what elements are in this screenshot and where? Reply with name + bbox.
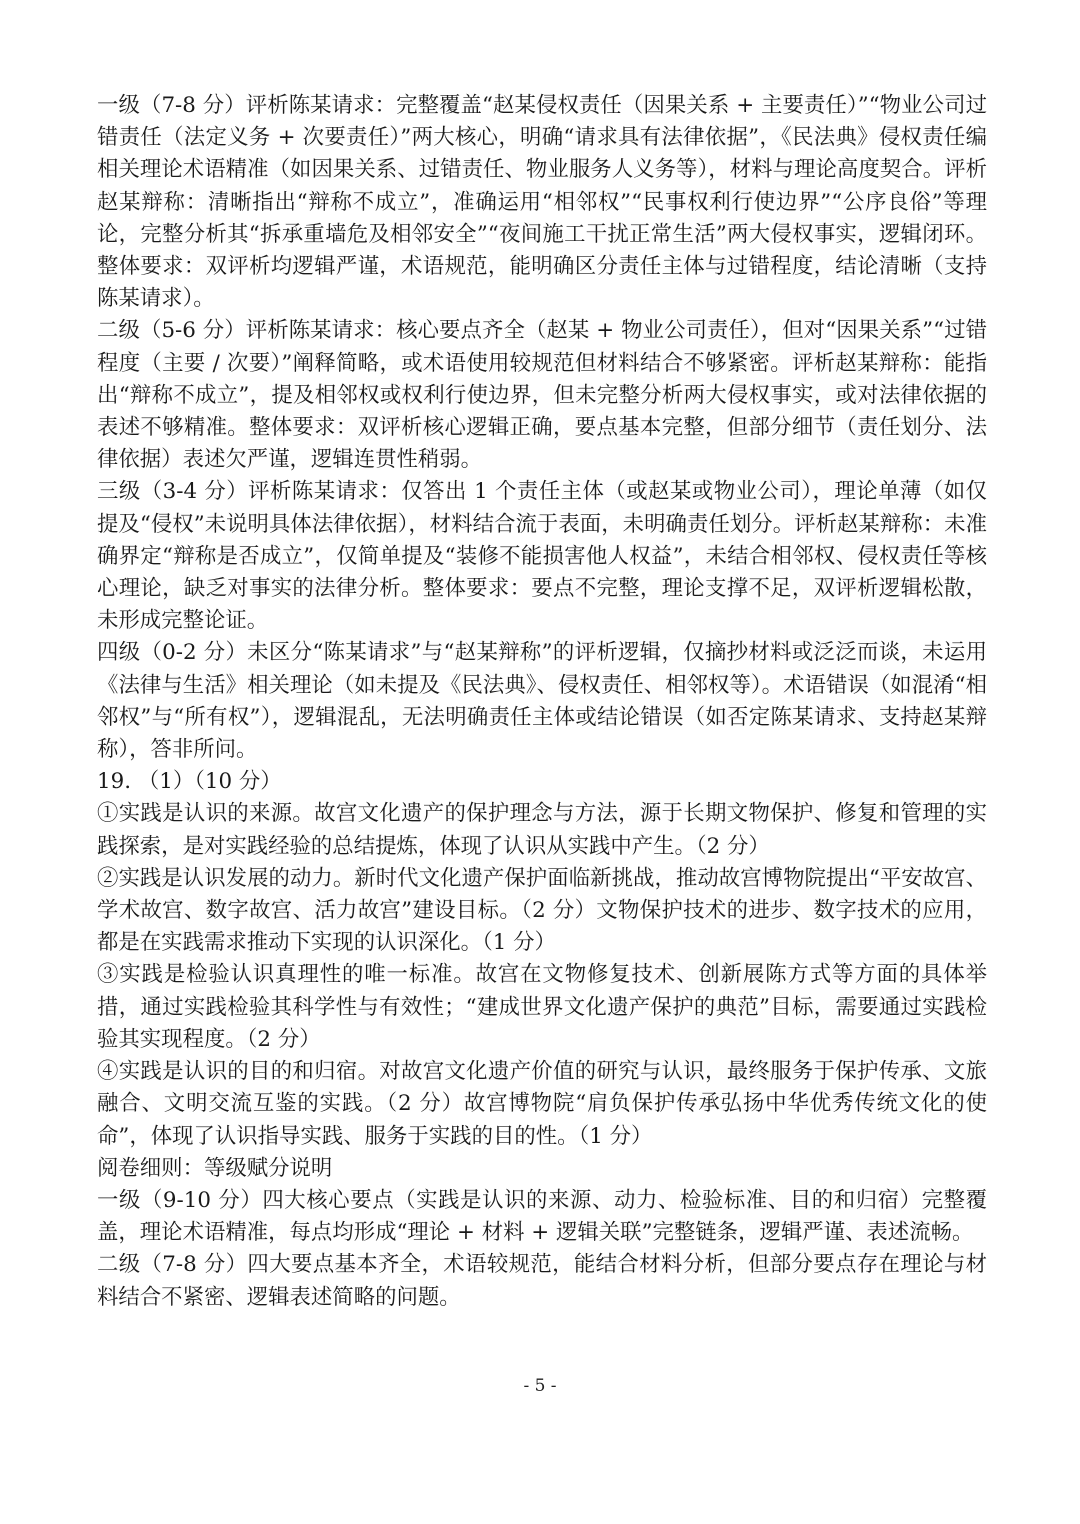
answer-point-4: ④实践是认识的目的和归宿。对故宫文化遗产价值的研究与认识，最终服务于保护传承、文旅融合、文明交流互鉴的实践。（2 分）故宫博物院“肩负保护传承弘扬中华优秀传统文化的使命”，体现了认识指导实践、服务于实践的目的性。（1 分） [97,1059,987,1149]
page-content [97,90,987,1314]
paragraph-level-2-review: 二级（5-6 分）评析陈某请求：核心要点齐全（赵某 + 物业公司责任），但对“因果关系”“过错程度（主要 / 次要）”阐释简略，或术语使用较规范但材料结合不够紧密。评析赵某辩称：能指出“辩称不成立”，提及相邻权或权利行使边界，但未完整分析两大侵权事实，或对法律依据的表述不够精准。整体要求：双评析核心逻辑正确，要点基本完整，但部分细节（责任划分、法律依据）表述欠严谨，逻辑连贯性稍弱。 [97,318,987,473]
paragraph-level-1-review: 一级（7-8 分）评析陈某请求：完整覆盖“赵某侵权责任（因果关系 + 主要责任）”“物业公司过错责任（法定义务 + 次要责任）”两大核心，明确“请求具有法律依据”，《民法典》侵权责任编相关理论术语精准（如因果关系、过错责任、物业服务人义务等），材料与理论高度契合。评析赵某辩称：清晰指出“辩称不成立”，准确运用“相邻权”“民事权利行使边界”“公序良俗”等理论，完整分析其“拆承重墙危及相邻安全”“夜间施工干扰正常生活”两大侵权事实，逻辑闭环。整体要求：双评析均逻辑严谨，术语规范，能明确区分责任主体与过错程度，结论清晰（支持陈某请求）。 [97,93,987,312]
grading-rules-heading: 阅卷细则：等级赋分说明 [97,1155,333,1181]
answer-point-1: ①实践是认识的来源。故宫文化遗产的保护理念与方法，源于长期文物保护、修复和管理的实践探索，是对实践经验的总结提炼，体现了认识从实践中产生。（2 分） [97,801,987,859]
answer-point-2: ②实践是认识发展的动力。新时代文化遗产保护面临新挑战，推动故宫博物院提出“平安故宫、学术故宫、数字故宫、活力故宫”建设目标。（2 分）文物保护技术的进步、数字技术的应用，都是在实践需求推动下实现的认识深化。（1 分） [97,865,987,956]
answer-point-3: ③实践是检验认识真理性的唯一标准。故宫在文物修复技术、创新展陈方式等方面的具体举措，通过实践检验其科学性与有效性；“建成世界文化遗产保护的典范”目标，需要通过实践检验其实现程度。（2 分） [97,962,987,1052]
question-19-heading: 19. （1）（10 分） [97,769,282,795]
paragraph-level-3-review: 三级（3-4 分）评析陈某请求：仅答出 1 个责任主体（或赵某或物业公司），理论单薄（如仅提及“侵权”未说明具体法律依据），材料结合流于表面，未明确责任划分。评析赵某辩称：未准确界定“辩称是否成立”，仅简单提及“装修不能损害他人权益”，未结合相邻权、侵权责任等核心理论，缺乏对事实的法律分析。整体要求：要点不完整，理论支撑不足，双评析逻辑松散，未形成完整论证。 [97,479,987,634]
page-number: - 5 - [523,1376,557,1396]
grading-level-2: 二级（7-8 分）四大要点基本齐全，术语较规范，能结合材料分析，但部分要点存在理论与材料结合不紧密、逻辑表述简略的问题。 [97,1252,987,1310]
paragraph-level-4-review: 四级（0-2 分）未区分“陈某请求”与“赵某辩称”的评析逻辑，仅摘抄材料或泛泛而谈，未运用《法律与生活》相关理论（如未提及《民法典》、侵权责任、相邻权等）。术语错误（如混淆“相邻权”与“所有权”），逻辑混乱，无法明确责任主体或结论错误（如否定陈某请求、支持赵某辩称），答非所问。 [97,640,987,763]
grading-level-1: 一级（9-10 分）四大核心要点（实践是认识的来源、动力、检验标准、目的和归宿）完整覆盖，理论术语精准，每点均形成“理论 + 材料 + 逻辑关联”完整链条，逻辑严谨、表述流畅。 [97,1187,987,1246]
